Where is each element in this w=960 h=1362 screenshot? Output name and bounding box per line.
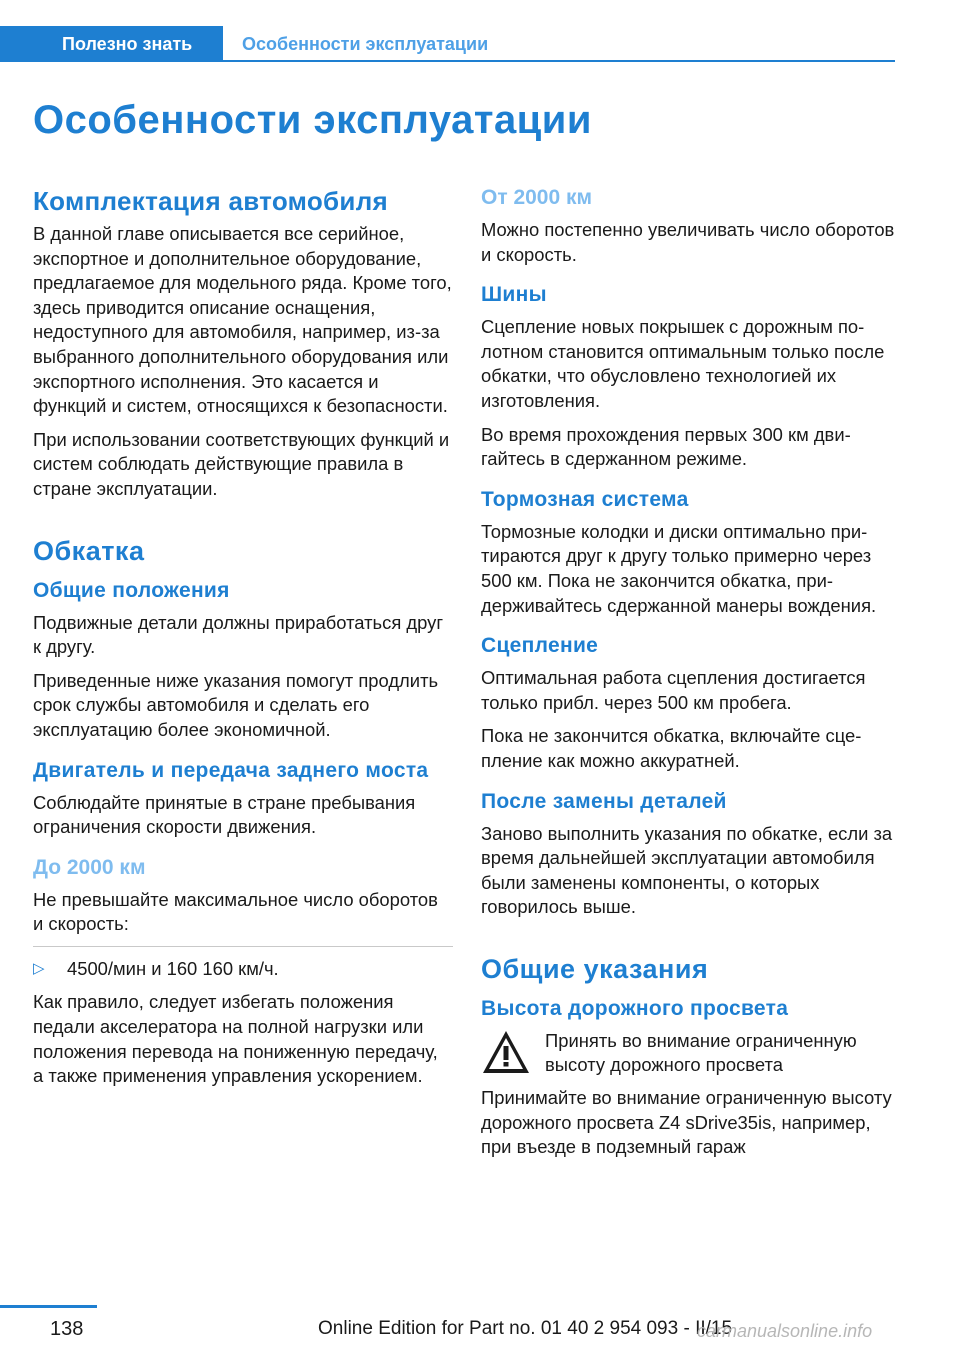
- subheading-clutch: Сцепление: [481, 634, 599, 658]
- paragraph: Во время прохождения первых 300 км двигайтесь в сдержанном режиме.: [481, 423, 851, 470]
- paragraph: Соблюдайте принятые в стране пребывания ограничения скорости движения.: [33, 791, 416, 838]
- paragraph: Не превышайте максимальное число оборотов и скорость:: [33, 888, 438, 935]
- warning-text: Принять во внимание ограниченную высоту дорожного просвета: [545, 1029, 857, 1076]
- page-title: Особенности эксплуатации: [33, 98, 592, 142]
- subheading-ground-clearance: Высота дорожного просвета: [481, 996, 789, 1020]
- list-item-text: 4500/мин и 160 160 км/ч.: [67, 957, 279, 979]
- paragraph: Заново выполнить указания по обкатке, если за время дальнейшей эксплуатации автомобиля были заменены компоненты, о которых говорилось выше.: [481, 822, 893, 918]
- subheading-general: Общие положения: [33, 578, 230, 602]
- right-column: [481, 184, 901, 1169]
- section-heading-general-notes: Общие указания: [481, 953, 709, 984]
- left-column: [33, 184, 453, 1098]
- section-heading-equipment: Комплектация автомобиля: [33, 186, 388, 216]
- paragraph: Принимайте во внимание ограниченную высоту дорожного просвета Z4 sDrive35is, например, при въезде в подземный гараж: [481, 1087, 892, 1158]
- warning-triangle-icon: [481, 1029, 531, 1075]
- subheading-brakes: Тормозная система: [481, 487, 689, 511]
- watermark: carmanualsonline.info: [697, 1321, 873, 1341]
- paragraph: Можно постепенно увеличивать число оборотов и скорость.: [481, 219, 895, 265]
- paragraph: Оптимальная работа сцепления достигается только прибл. через 500 км пробега.: [481, 667, 866, 713]
- tab-useful-info[interactable]: Полезно знать: [0, 26, 223, 62]
- subheading-upto-2000: До 2000 км: [33, 855, 146, 879]
- subheading-engine: Двигатель и передача заднего моста: [33, 758, 429, 782]
- tab-operating-features[interactable]: Особенности эксплуатации: [242, 34, 489, 54]
- subheading-tires: Шины: [481, 283, 547, 307]
- paragraph: При использовании соответствующих функций и систем соблюдать действующие правила в стране эксплуатации.: [33, 428, 450, 499]
- footer-accent-line: [0, 1305, 97, 1308]
- paragraph: В данной главе описывается все серийное, экспортное и дополнительное оборудование, предлагаемое для модельного ряда. Кроме того, здесь приводится описание оснащения, недоступного для автомобиля, например, из-за выбранного дополнительного оборудования или экспортного исполнения. Это касается и функций и систем, относящихся к безопасности.: [33, 223, 452, 417]
- list-item: [33, 946, 453, 982]
- paragraph: Тормозные колодки и диски оптимально притираются друг к другу только примерно через 500 км. Пока не закончится обкатка, придерживайтесь сдержанной манеры вождения.: [481, 520, 877, 616]
- page-number: 138: [50, 1318, 84, 1340]
- subheading-from-2000: От 2000 км: [481, 186, 593, 209]
- triangle-right-icon: ▷: [33, 959, 45, 977]
- paragraph: Пока не закончится обкатка, включайте сцепление как можно аккуратней.: [481, 725, 862, 771]
- header-bar: [0, 26, 895, 62]
- paragraph: Приведенные ниже указания помогут продлить срок службы автомобиля и сделать его эксплуатацию более экономичной.: [33, 669, 439, 740]
- paragraph: Как правило, следует избегать положения педали акселератора на полной нагрузки или положения перевода на пониженную передачу, а также применения управления ускорением.: [33, 991, 438, 1087]
- subheading-after-replacement: После замены деталей: [481, 789, 727, 813]
- section-heading-break-in: Обкатка: [33, 535, 145, 566]
- paragraph: Подвижные детали должны приработаться друг к другу.: [33, 611, 444, 658]
- warning-box: [481, 1029, 901, 1078]
- paragraph: Сцепление новых покрышек с дорожным полотном становится оптимальным только после обкатки, что обусловлено технологией их изготовления.: [481, 316, 885, 411]
- edition-note: Online Edition for Part no. 01 40 2 954 093 - II/15: [318, 1318, 733, 1339]
